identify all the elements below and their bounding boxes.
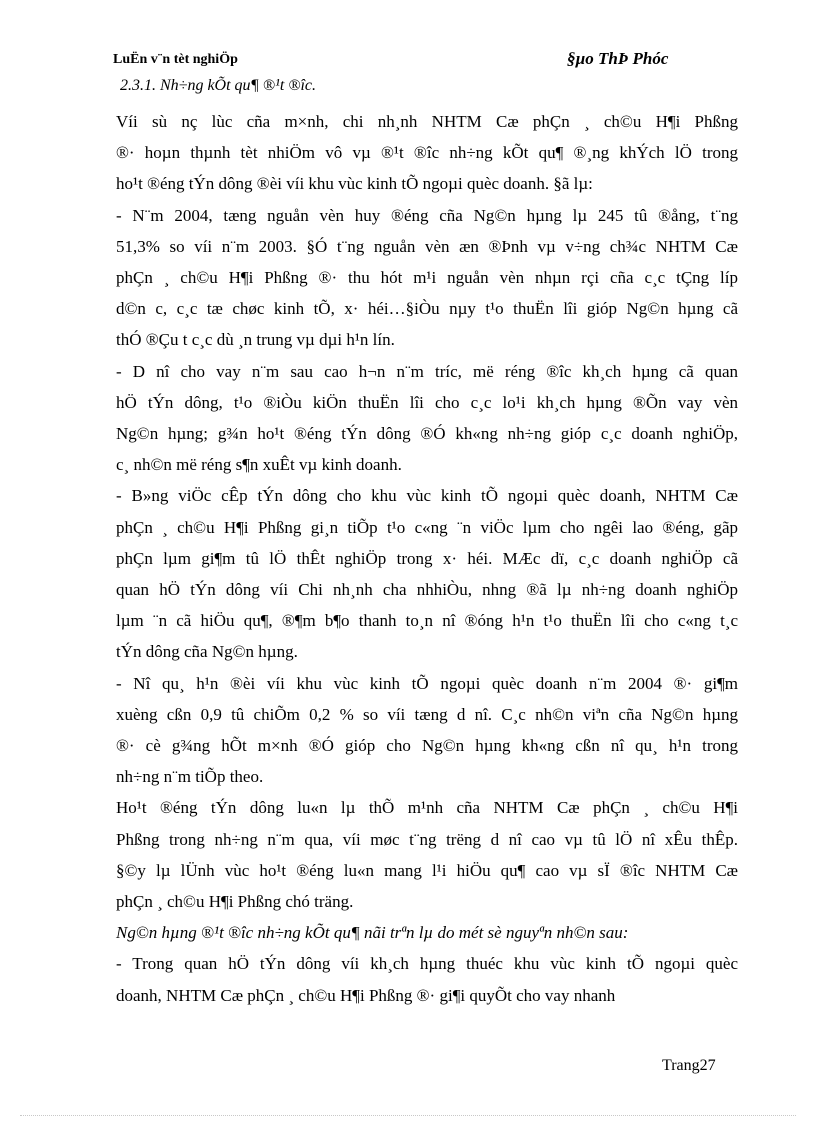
text-line: - Nî qu¸ h¹n ®èi víi khu vùc kinh tÕ ngoµi quèc doanh n¨m 2004 ®· gi¶m bbox=[116, 673, 738, 693]
paragraph bbox=[116, 668, 738, 793]
text-line: Ng©n hµng ®¹t ®îc nh÷ng kÕt qu¶ nãi trªn lµ do mét sè nguyªn nh©n sau: bbox=[116, 923, 629, 943]
text-line: - B»ng viÖc cÊp tÝn dông cho khu vùc kinh tÕ ngoµi quèc doanh, NHTM Cæ bbox=[116, 486, 738, 506]
page-bottom-divider bbox=[20, 1115, 796, 1116]
paragraph bbox=[116, 480, 738, 667]
page-number: Trang27 bbox=[662, 1057, 716, 1074]
text-line: lµm ¨n cã hiÖu qu¶, ®¶m b¶o thanh to¸n nî ®óng h¹n t¹o thuËn lîi cho c«ng t¸c bbox=[116, 611, 738, 631]
body-text bbox=[116, 106, 738, 1011]
paragraph bbox=[116, 356, 738, 481]
text-line: ®· cè g¾ng hÕt m×nh ®Ó gióp cho Ng©n hµng kh«ng cßn nî qu¸ h¹n trong bbox=[116, 736, 738, 756]
text-line: Víi sù nç lùc cña m×nh, chi nh¸nh NHTM Cæ phÇn ¸ ch©u H¶i Phßng bbox=[116, 112, 738, 131]
text-line: - Trong quan hÖ tÝn dông víi kh¸ch hµng thuéc khu vùc kinh tÕ ngoµi quèc bbox=[116, 954, 738, 974]
text-line: Phßng trong nh÷ng n¨m qua, víi møc t¨ng trëng d nî cao vµ tû lÖ nî xÊu thÊp. bbox=[116, 829, 738, 849]
text-line: ho¹t ®éng tÝn dông ®èi víi khu vùc kinh tÕ ngoµi quèc doanh. §ã lµ: bbox=[116, 174, 593, 194]
text-line: - N¨m 2004, tæng nguån vèn huy ®éng cña Ng©n hµng lµ 245 tû ®ång, t¨ng bbox=[116, 205, 738, 225]
text-line: hÖ tÝn dông, t¹o ®iÒu kiÖn thuËn lîi cho c¸c lo¹i kh¸ch hµng ®Õn vay vèn bbox=[116, 392, 738, 412]
text-line: phÇn ¸ ch©u H¶i Phßng gi¸n tiÕp t¹o c«ng ¨n viÖc lµm cho ngêi lao ®éng, gãp bbox=[116, 517, 738, 537]
text-line: quan hÖ tÝn dông víi Chi nh¸nh cha nhhiÒu, nhng ®ã lµ nh÷ng doanh nghiÖp bbox=[116, 580, 738, 600]
text-line: §©y lµ lÜnh vùc ho¹t ®éng lu«n mang l¹i hiÖu qu¶ cao vµ sÏ ®îc NHTM Cæ bbox=[116, 860, 738, 880]
header-thesis-label: LuËn v¨n tèt nghiÖp bbox=[113, 52, 238, 67]
paragraph bbox=[116, 917, 738, 948]
text-line: 51,3% so víi n¨m 2003. §Ó t¨ng nguån vèn æn ®Þnh vµ v÷ng ch¾c NHTM Cæ bbox=[116, 236, 738, 256]
text-line: tÝn dông cña Ng©n hµng. bbox=[116, 642, 298, 662]
header-author-name: §µo ThÞ Phóc bbox=[567, 49, 669, 68]
paragraph bbox=[116, 106, 738, 200]
text-line: ®· hoµn thµnh tèt nhiÖm vô vµ ®¹t ®îc nh÷ng kÕt qu¶ ®¸ng khÝch lÖ trong bbox=[116, 143, 738, 163]
text-line: phÇn ¸ ch©u H¶i Phßng chó träng. bbox=[116, 892, 354, 912]
text-line: Ho¹t ®éng tÝn dông lu«n lµ thÕ m¹nh cña NHTM Cæ phÇn ¸ ch©u H¶i bbox=[116, 798, 738, 818]
text-line: xuèng cßn 0,9 tû chiÕm 0,2 % so víi tæng d nî. C¸c nh©n viªn cña Ng©n hµng bbox=[116, 704, 738, 724]
paragraph bbox=[116, 200, 738, 356]
section-title: 2.3.1. Nh÷ng kÕt qu¶ ®¹t ®îc. bbox=[120, 77, 317, 94]
text-line: Ng©n hµng; g¾n ho¹t ®éng tÝn dông ®Ó kh«ng nh÷ng gióp c¸c doanh nghiÖp, bbox=[116, 424, 738, 444]
text-line: d©n c, c¸c tæ chøc kinh tÕ, x· héi…§iÒu nµy t¹o thuËn lîi gióp Ng©n hµng cã bbox=[116, 299, 738, 319]
text-line: doanh, NHTM Cæ phÇn ¸ ch©u H¶i Phßng ®· gi¶i quyÕt cho vay nhanh bbox=[116, 985, 616, 1005]
paragraph bbox=[116, 948, 738, 1010]
paragraph bbox=[116, 792, 738, 917]
text-line: thÓ ®Çu t c¸c dù ¸n trung vµ dµi h¹n lín. bbox=[116, 330, 395, 350]
text-line: phÇn ¸ ch©u H¶i Phßng ®· thu hót m¹i nguån vèn nhµn rçi cña c¸c tÇng líp bbox=[116, 268, 738, 288]
text-line: nh÷ng n¨m tiÕp theo. bbox=[116, 767, 264, 787]
text-line: phÇn lµm gi¶m tû lÖ thÊt nghiÖp trong x· héi. MÆc dï, c¸c doanh nghiÖp cã bbox=[116, 548, 738, 568]
text-line: - D nî cho vay n¨m sau cao h¬n n¨m tríc, më réng ®îc kh¸ch hµng cã quan bbox=[116, 361, 738, 381]
text-line: c¸ nh©n më réng s¶n xuÊt vµ kinh doanh. bbox=[116, 455, 402, 475]
